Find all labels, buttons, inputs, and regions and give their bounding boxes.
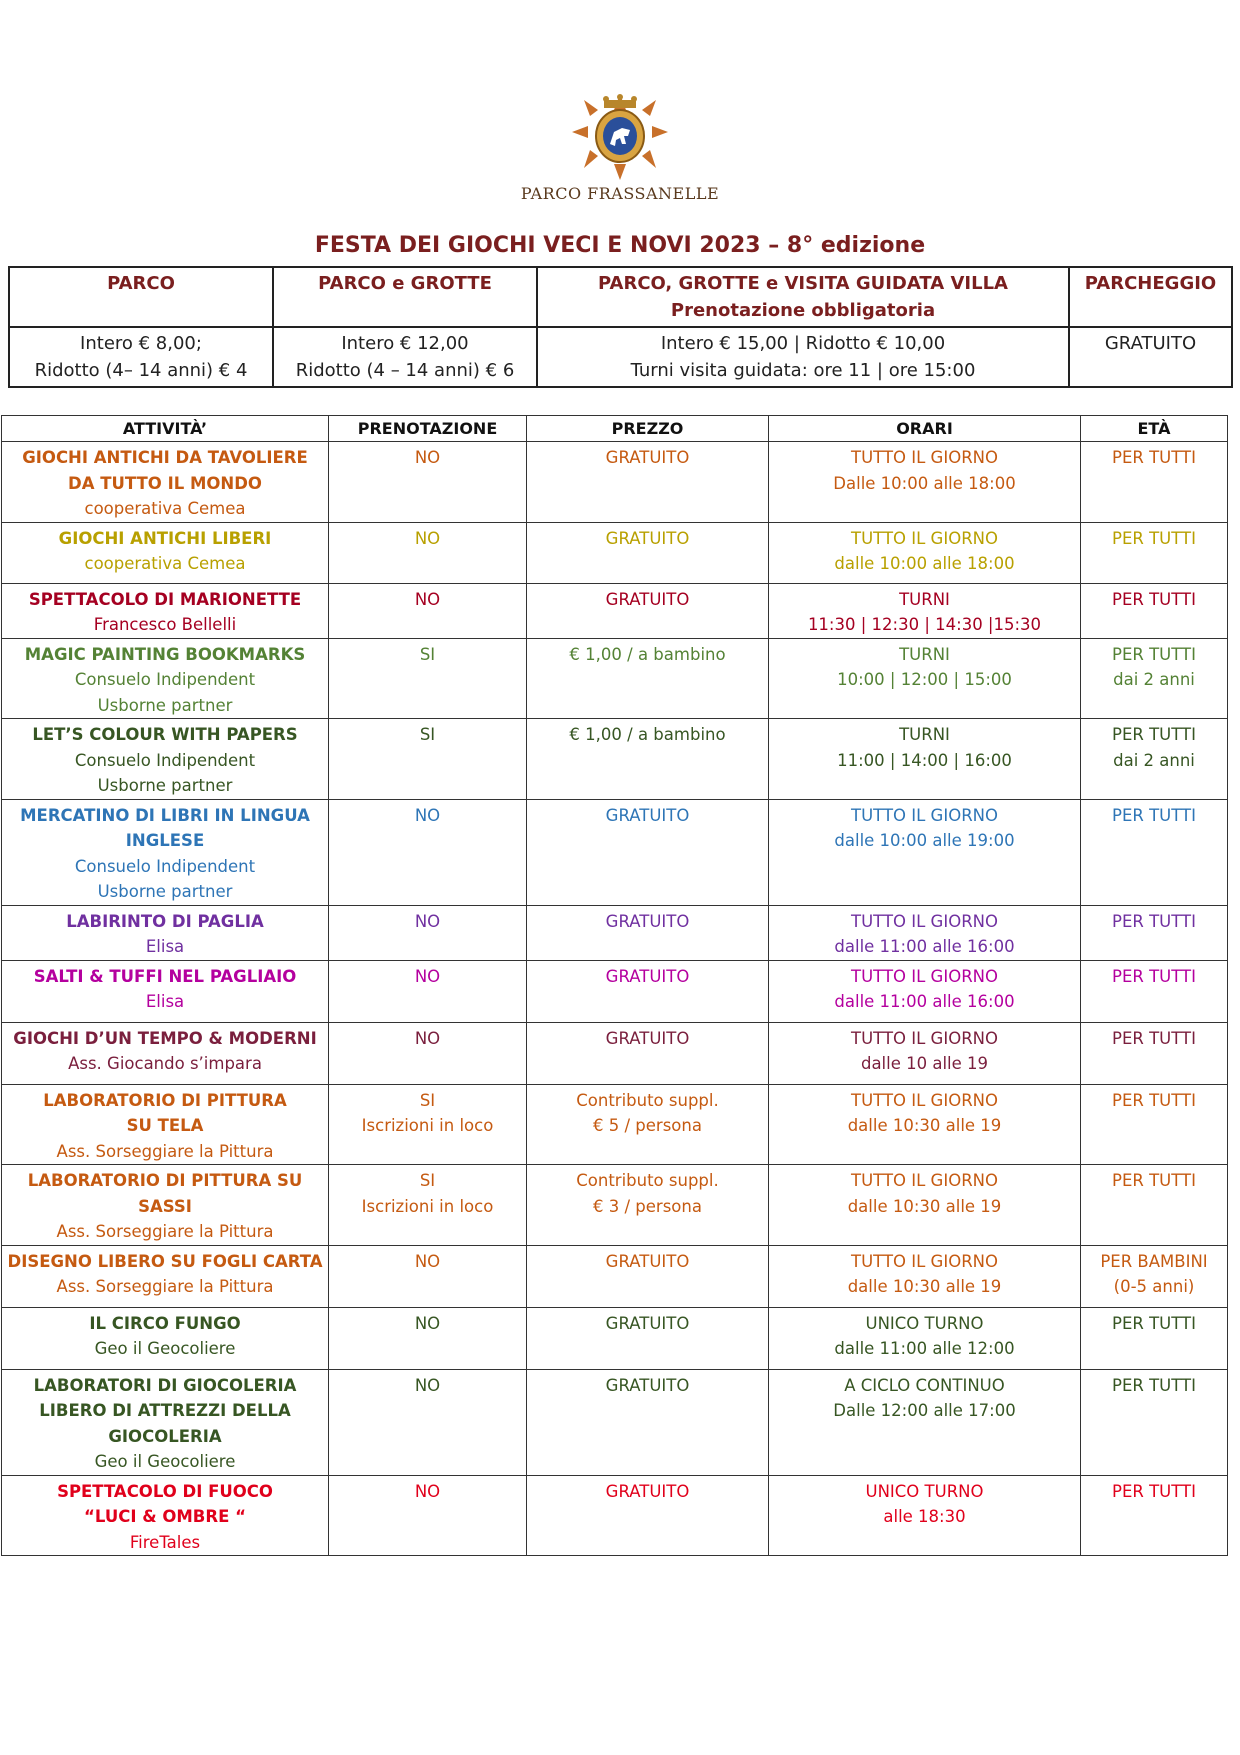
activity-organizer: FireTales [129, 1532, 201, 1552]
ticket-header-label: PARCO [107, 273, 175, 294]
age-value: PER TUTTI [1112, 589, 1196, 609]
crest-crown-icon [603, 94, 637, 108]
activity-name-cell [2, 1369, 329, 1475]
activity-organizer: Consuelo Indipendent [74, 856, 256, 876]
column-header-attivita: ATTIVITÀ’ [2, 416, 329, 442]
ticket-header-cell [537, 267, 1069, 327]
price-value: Contributo suppl. [576, 1090, 719, 1110]
activity-price-cell [527, 638, 769, 719]
activity-price-cell [527, 1369, 769, 1475]
ticket-price-cell [9, 327, 273, 387]
booking-value: NO [414, 528, 441, 548]
activity-hours-cell [769, 1307, 1081, 1369]
ticket-header-note: Prenotazione obbligatoria [670, 300, 936, 321]
activity-title: GIOCHI D’UN TEMPO & MODERNI [13, 1028, 317, 1048]
price-value: GRATUITO [605, 1375, 690, 1395]
activity-age-cell [1081, 1475, 1228, 1556]
parco-frassanelle-logo [570, 92, 670, 182]
activity-booking-cell [329, 1475, 527, 1556]
activity-title: LET’S COLOUR WITH PAPERS [32, 725, 298, 744]
hours-value: TUTTO IL GIORNO [851, 448, 998, 467]
hours-value: TUTTO IL GIORNO [851, 1251, 998, 1271]
activity-title: SALTI & TUFFI NEL PAGLIAIO [33, 966, 297, 986]
ticket-price-row [9, 327, 1232, 387]
booking-value: NO [414, 1313, 441, 1333]
age-value: (0-5 anni) [1113, 1277, 1195, 1296]
hours-value: TURNI [899, 725, 950, 744]
activity-title: SPETTACOLO DI MARIONETTE [28, 589, 302, 609]
hours-value: UNICO TURNO [865, 1481, 984, 1501]
activity-hours-cell [769, 638, 1081, 719]
activity-title: LABIRINTO DI PAGLIA [66, 911, 264, 931]
activity-booking-cell [329, 1022, 527, 1084]
hours-value: dalle 10 alle 19 [860, 1054, 989, 1073]
activity-title: “LUCI & OMBRE “ [84, 1507, 246, 1526]
activity-hours-cell [769, 719, 1081, 800]
price-value: € 3 / persona [593, 1196, 702, 1216]
activity-organizer: cooperativa Cemea [84, 499, 246, 518]
booking-value: NO [414, 966, 441, 986]
booking-value: NO [414, 1028, 441, 1048]
activity-title: DA TUTTO IL MONDO [68, 473, 262, 493]
hours-value: dalle 10:30 alle 19 [847, 1116, 1002, 1135]
hours-value: TUTTO IL GIORNO [851, 911, 998, 931]
hours-value: dalle 11:00 alle 16:00 [834, 937, 1015, 956]
activity-age-cell [1081, 1245, 1228, 1307]
price-value: GRATUITO [605, 1028, 690, 1048]
ticket-header-label: PARCO e GROTTE [318, 273, 492, 294]
activity-hours-cell [769, 799, 1081, 905]
activity-title: GIOCHI ANTICHI LIBERI [58, 528, 272, 548]
activity-age-cell [1081, 583, 1228, 638]
price-value: GRATUITO [605, 911, 690, 931]
hours-value: TUTTO IL GIORNO [851, 1028, 998, 1048]
age-value: PER TUTTI [1112, 1171, 1196, 1190]
activity-hours-cell [769, 522, 1081, 583]
age-value: PER TUTTI [1112, 911, 1196, 931]
activity-row [2, 1084, 1228, 1165]
activity-hours-cell [769, 1084, 1081, 1165]
activity-age-cell [1081, 905, 1228, 960]
hours-value: TUTTO IL GIORNO [851, 1171, 998, 1190]
activity-name-cell [2, 1165, 329, 1246]
activity-name-cell [2, 1475, 329, 1556]
ticket-prices-table [8, 266, 1233, 388]
hours-value: A CICLO CONTINUO [844, 1375, 1005, 1395]
activity-row [2, 522, 1228, 583]
activity-hours-cell [769, 442, 1081, 523]
ticket-price-full: Intero € 8,00; [80, 333, 202, 354]
activity-title: MAGIC PAINTING BOOKMARKS [24, 644, 306, 664]
activity-price-cell [527, 905, 769, 960]
activity-organizer: Geo il Geocoliere [94, 1339, 236, 1358]
age-value: PER TUTTI [1112, 1028, 1196, 1048]
activity-organizer: Ass. Sorseggiare la Pittura [56, 1222, 274, 1241]
activity-price-cell [527, 1245, 769, 1307]
activities-table [1, 415, 1228, 1556]
activity-row [2, 960, 1228, 1022]
activity-row [2, 1165, 1228, 1246]
price-value: GRATUITO [605, 1481, 690, 1501]
ticket-tour-times: Turni visita guidata: ore 11 | ore 15:00 [630, 360, 976, 381]
activity-hours-cell [769, 1165, 1081, 1246]
activity-organizer: Francesco Bellelli [93, 615, 237, 634]
brand-name: PARCO FRASSANELLE [520, 184, 720, 203]
age-value: PER TUTTI [1112, 448, 1196, 467]
activity-row [2, 1369, 1228, 1475]
hours-value: alle 18:30 [883, 1507, 966, 1526]
activity-booking-cell [329, 799, 527, 905]
activity-row [2, 719, 1228, 800]
activity-price-cell [527, 719, 769, 800]
activity-title: GIOCOLERIA [108, 1426, 222, 1446]
activity-title: MERCATINO DI LIBRI IN LINGUA [20, 805, 310, 825]
activity-title: IL CIRCO FUNGO [89, 1313, 241, 1333]
activity-age-cell [1081, 719, 1228, 800]
activity-price-cell [527, 1022, 769, 1084]
activity-price-cell [527, 1307, 769, 1369]
activity-price-cell [527, 1165, 769, 1246]
age-value: PER TUTTI [1112, 528, 1196, 548]
ticket-price-full: Intero € 12,00 [341, 333, 469, 354]
booking-value: NO [414, 1251, 441, 1271]
age-value: PER TUTTI [1112, 1481, 1196, 1501]
activity-age-cell [1081, 799, 1228, 905]
activity-booking-cell [329, 1369, 527, 1475]
activity-age-cell [1081, 442, 1228, 523]
hours-value: 10:00 | 12:00 | 15:00 [837, 670, 1012, 689]
activity-row [2, 799, 1228, 905]
activity-name-cell [2, 960, 329, 1022]
activity-age-cell [1081, 960, 1228, 1022]
booking-value: NO [414, 1481, 441, 1501]
activity-name-cell [2, 442, 329, 523]
activity-age-cell [1081, 638, 1228, 719]
activity-name-cell [2, 1307, 329, 1369]
activity-price-cell [527, 442, 769, 523]
hours-value: dalle 10:30 alle 19 [847, 1277, 1002, 1296]
activity-title: INGLESE [125, 831, 205, 850]
ticket-header-label: PARCO, GROTTE e VISITA GUIDATA VILLA [597, 273, 1008, 294]
activity-booking-cell [329, 442, 527, 523]
activity-title: LABORATORIO DI PITTURA SU [27, 1171, 303, 1190]
price-value: € 5 / persona [593, 1116, 702, 1135]
activity-name-cell [2, 522, 329, 583]
activity-age-cell [1081, 1084, 1228, 1165]
activity-age-cell [1081, 1022, 1228, 1084]
activity-booking-cell [329, 522, 527, 583]
activity-hours-cell [769, 583, 1081, 638]
activity-booking-cell [329, 1307, 527, 1369]
ticket-price-cell [537, 327, 1069, 387]
activity-hours-cell [769, 960, 1081, 1022]
booking-value: SI [419, 644, 436, 664]
hours-value: dalle 10:30 alle 19 [847, 1196, 1002, 1216]
hours-value: TURNI [899, 589, 950, 609]
activity-name-cell [2, 583, 329, 638]
price-value: GRATUITO [605, 448, 690, 467]
booking-value: NO [414, 1375, 441, 1395]
booking-value: SI [419, 725, 436, 744]
ticket-header-cell [9, 267, 273, 327]
activity-row [2, 1475, 1228, 1556]
activity-title: SPETTACOLO DI FUOCO [57, 1481, 273, 1501]
activity-hours-cell [769, 1475, 1081, 1556]
activity-name-cell [2, 1022, 329, 1084]
hours-value: TUTTO IL GIORNO [851, 805, 998, 825]
hours-value: dalle 11:00 alle 16:00 [834, 992, 1015, 1011]
activity-title: LABORATORIO DI PITTURA [43, 1090, 287, 1110]
hours-value: 11:00 | 14:00 | 16:00 [837, 750, 1012, 770]
activity-booking-cell [329, 719, 527, 800]
ticket-price-reduced: Ridotto (4 – 14 anni) € 6 [295, 360, 515, 381]
booking-value: Iscrizioni in loco [361, 1196, 494, 1216]
ticket-header-cell [273, 267, 537, 327]
activities-header-row [2, 416, 1228, 442]
age-value: PER TUTTI [1112, 966, 1196, 986]
age-value: PER TUTTI [1112, 1090, 1196, 1110]
hours-value: TUTTO IL GIORNO [851, 528, 998, 548]
activity-age-cell [1081, 522, 1228, 583]
activity-organizer: Ass. Sorseggiare la Pittura [56, 1277, 274, 1296]
price-value: GRATUITO [605, 966, 690, 986]
activity-organizer: Ass. Sorseggiare la Pittura [56, 1141, 274, 1161]
hours-value: dalle 11:00 alle 12:00 [834, 1339, 1015, 1358]
activity-name-cell [2, 1084, 329, 1165]
column-header-eta: ETÀ [1081, 416, 1228, 442]
activity-organizer: cooperativa Cemea [84, 554, 246, 573]
ticket-price-reduced: Ridotto (4– 14 anni) € 4 [34, 360, 248, 381]
activity-row [2, 638, 1228, 719]
activity-booking-cell [329, 1165, 527, 1246]
activity-title: SASSI [138, 1196, 192, 1216]
activity-title: SU TELA [126, 1116, 204, 1135]
column-header-prezzo: PREZZO [527, 416, 769, 442]
activity-booking-cell [329, 905, 527, 960]
activity-price-cell [527, 583, 769, 638]
activity-organizer: Usborne partner [97, 695, 233, 715]
age-value: PER TUTTI [1112, 644, 1196, 664]
price-value: € 1,00 / a bambino [569, 725, 726, 744]
activity-title: LABORATORI DI GIOCOLERIA [33, 1375, 297, 1395]
activity-row [2, 1307, 1228, 1369]
activity-organizer: Usborne partner [97, 776, 233, 795]
activity-row [2, 905, 1228, 960]
price-value: GRATUITO [605, 528, 690, 548]
ticket-price-full: Intero € 15,00 | Ridotto € 10,00 [660, 333, 946, 354]
activity-hours-cell [769, 905, 1081, 960]
age-value: dai 2 anni [1113, 750, 1195, 770]
hours-value: dalle 10:00 alle 19:00 [834, 831, 1015, 850]
activity-hours-cell [769, 1369, 1081, 1475]
price-value: Contributo suppl. [576, 1171, 719, 1190]
activity-organizer: Elisa [145, 992, 185, 1011]
booking-value: SI [419, 1171, 436, 1190]
activity-age-cell [1081, 1307, 1228, 1369]
activity-row [2, 442, 1228, 523]
age-value: PER TUTTI [1112, 725, 1196, 744]
activity-organizer: Geo il Geocoliere [94, 1452, 236, 1471]
ticket-header-cell [1069, 267, 1232, 327]
activity-hours-cell [769, 1245, 1081, 1307]
price-value: GRATUITO [605, 805, 690, 825]
activity-organizer: Consuelo Indipendent [74, 670, 256, 689]
activity-organizer: Elisa [145, 937, 185, 956]
booking-value: NO [414, 911, 441, 931]
activity-title: GIOCHI ANTICHI DA TAVOLIERE [22, 448, 308, 467]
activity-title: DISEGNO LIBERO SU FOGLI CARTA [7, 1251, 323, 1271]
hours-value: TURNI [899, 644, 950, 664]
price-value: GRATUITO [605, 589, 690, 609]
activity-row [2, 1022, 1228, 1084]
price-value: GRATUITO [605, 1313, 690, 1333]
activity-organizer: Usborne partner [97, 882, 233, 901]
activity-booking-cell [329, 1245, 527, 1307]
activity-name-cell [2, 719, 329, 800]
activity-name-cell [2, 799, 329, 905]
activity-name-cell [2, 1245, 329, 1307]
ticket-header-row [9, 267, 1232, 327]
ticket-price-cell [1069, 327, 1232, 387]
ticket-price-cell [273, 327, 537, 387]
parking-price: GRATUITO [1104, 333, 1197, 354]
activity-hours-cell [769, 1022, 1081, 1084]
booking-value: NO [414, 589, 441, 609]
booking-value: Iscrizioni in loco [361, 1116, 494, 1135]
activity-price-cell [527, 799, 769, 905]
activity-organizer: Ass. Giocando s’impara [68, 1054, 262, 1073]
column-header-orari: ORARI [769, 416, 1081, 442]
activity-row [2, 1245, 1228, 1307]
activity-age-cell [1081, 1369, 1228, 1475]
activity-price-cell [527, 522, 769, 583]
hours-value: TUTTO IL GIORNO [851, 1090, 998, 1110]
column-header-prenotazione: PRENOTAZIONE [329, 416, 527, 442]
activity-name-cell [2, 638, 329, 719]
activity-age-cell [1081, 1165, 1228, 1246]
activity-organizer: Consuelo Indipendent [74, 750, 256, 770]
activity-booking-cell [329, 1084, 527, 1165]
booking-value: NO [414, 448, 441, 467]
activity-booking-cell [329, 583, 527, 638]
age-value: PER BAMBINI [1100, 1251, 1208, 1271]
age-value: dai 2 anni [1113, 670, 1195, 689]
price-value: € 1,00 / a bambino [569, 644, 726, 664]
hours-value: dalle 10:00 alle 18:00 [834, 554, 1015, 573]
hours-value: UNICO TURNO [865, 1313, 984, 1333]
booking-value: NO [414, 805, 441, 825]
activity-price-cell [527, 1084, 769, 1165]
activity-booking-cell [329, 638, 527, 719]
activity-price-cell [527, 960, 769, 1022]
age-value: PER TUTTI [1112, 1313, 1196, 1333]
page-title: FESTA DEI GIOCHI VECI E NOVI 2023 – 8° edizione [314, 233, 926, 258]
age-value: PER TUTTI [1112, 1375, 1196, 1395]
activity-row [2, 583, 1228, 638]
hours-value: Dalle 10:00 alle 18:00 [833, 473, 1016, 493]
activity-booking-cell [329, 960, 527, 1022]
activity-price-cell [527, 1475, 769, 1556]
price-value: GRATUITO [605, 1251, 690, 1271]
activity-name-cell [2, 905, 329, 960]
activity-title: LIBERO DI ATTREZZI DELLA [39, 1401, 291, 1420]
hours-value: Dalle 12:00 alle 17:00 [833, 1401, 1016, 1420]
hours-value: 11:30 | 12:30 | 14:30 |15:30 [807, 615, 1042, 634]
age-value: PER TUTTI [1112, 805, 1196, 825]
ticket-header-label: PARCHEGGIO [1084, 273, 1217, 294]
booking-value: SI [419, 1090, 436, 1110]
hours-value: TUTTO IL GIORNO [851, 966, 998, 986]
